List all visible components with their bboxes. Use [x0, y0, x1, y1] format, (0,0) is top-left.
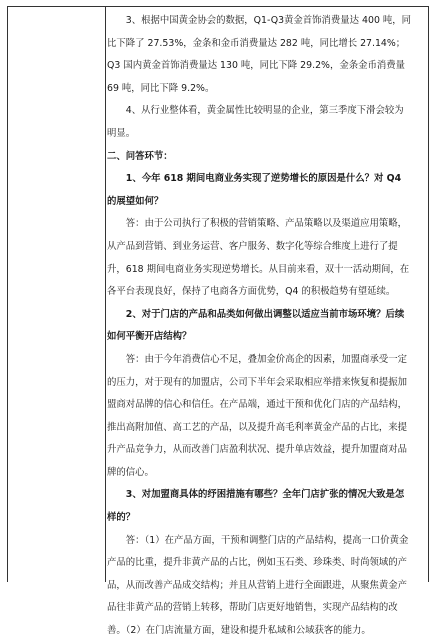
paragraph-industry: 4、从行业整体看，黄金属性比较明显的企业，第三季度下滑会较为明显。	[107, 105, 404, 139]
question-1: 1、今年 618 期间电商业务实现了逆势增长的原因是什么？对 Q4 的展望如何？	[107, 173, 402, 207]
left-column	[8, 7, 106, 582]
paragraph-gold-consumption: 3、根据中国黄金协会的数据，Q1-Q3黄金首饰消费量达 400 吨，同比下降了 27.53%，金条和金币消费量达 282 吨，同比增长 27.14%；Q3 国内黄金首饰消费量达 130 吨，同比下降 29.2%，金条金币消费量 69 吨，同比下降 9.2%。	[107, 15, 412, 94]
answer-1: 答：由于公司执行了积极的营销策略、产品策略以及渠道应用策略，从产品到营销、到业务运营、客户服务、数字化等综合维度上进行了提升，618 期间电商业务实现逆势增长。从目前来看，双十一活动期间，在各平台表现良好，保持了电商各方面优势，Q4 的积极趋势有望延续。	[107, 218, 410, 298]
question-2: 2、对于门店的产品和品类如何做出调整以适应当前市场环境？后续如何平衡开店结构？	[107, 308, 405, 343]
section-heading-qa: 二、问答环节：	[107, 150, 173, 162]
question-3: 3、对加盟商具体的纾困措施有哪些？全年门店扩张的情况大致是怎样的？	[107, 489, 405, 524]
content-cell	[107, 10, 412, 643]
answer-3: 答：（1）在产品方面，干预和调整门店的产品结构，提高一口价黄金产品的比重，提升非黄产品的占比，例如玉石类、珍珠类、时尚领域的产品，从而改善产品成交结构；并且从营销上进行全面跟进，从聚焦黄金产品往非黄产品的营销上转移，帮助门店更好地销售，实现产品结构的改善。（2）在门店流量方面，建设和提升私域和公域获客的能力。	[107, 534, 409, 637]
answer-2: 答：由于今年消费信心不足，叠加金价高企的因素，加盟商承受一定的压力，对于现有的加盟店，公司下半年会采取相应举措来恢复和提振加盟商对品牌的信心和信任。在产品端，通过干预和优化门店的产品结构，推出高附加值、高工艺的产品，以及提升高毛利率黄金产品的占比，来提升产品竞争力，从而改善门店盈利状况、提升单店效益，提升加盟商对品牌的信心。	[107, 353, 408, 478]
